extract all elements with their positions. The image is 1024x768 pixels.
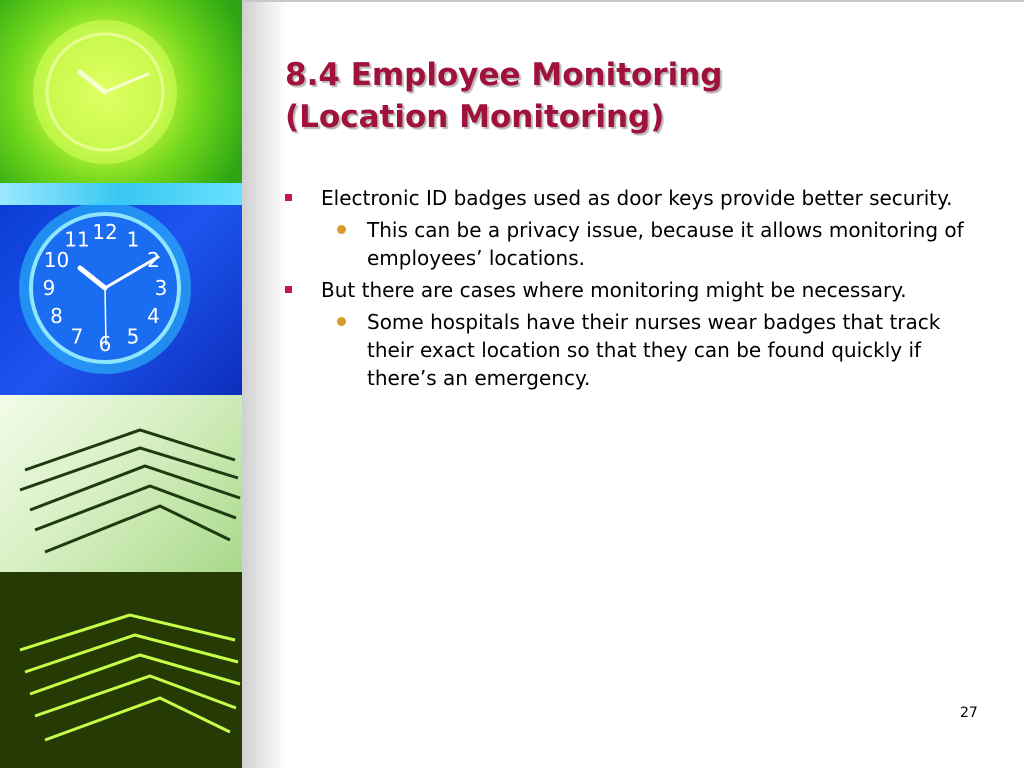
clock-numeral: 6: [98, 332, 112, 356]
slide-title-line-2: (Location Monitoring): [285, 99, 665, 135]
books-illustration-dark: [20, 615, 240, 740]
blue-clock-icon: [19, 202, 191, 374]
bullet-text: But there are cases where monitoring might be necessary.: [321, 278, 907, 302]
clock-numeral: 9: [42, 276, 56, 300]
clock-numeral: 3: [154, 276, 168, 300]
books-illustration-pale: [20, 430, 240, 552]
sub-bullet-text: Some hospitals have their nurses wear badges that track their exact location so that they can be found quickly if there’s an emergency.: [367, 310, 941, 390]
clock-numeral: 12: [92, 220, 118, 244]
sub-bullet-text: This can be a privacy issue, because it allows monitoring of employees’ locations.: [367, 218, 964, 270]
square-bullet-icon: [285, 286, 292, 293]
bullet-item: [285, 184, 975, 212]
clock-numeral: 10: [43, 248, 70, 272]
slide-title: [285, 54, 722, 138]
round-bullet-icon: [337, 225, 346, 234]
clock-numeral: 7: [70, 324, 84, 349]
clock-numeral: 1: [126, 227, 140, 252]
clock-numeral: 8: [50, 304, 63, 328]
slide-body: [285, 184, 975, 396]
sub-bullet-item: [285, 308, 975, 392]
clock-numeral: 5: [126, 324, 140, 349]
strip-shadow: [242, 0, 287, 768]
page-number: 27: [960, 705, 978, 721]
round-bullet-icon: [337, 317, 346, 326]
top-border-line: [242, 0, 1024, 2]
clock-numeral: 4: [147, 304, 160, 328]
bullet-item: [285, 276, 975, 304]
decorative-image-strip: [0, 0, 242, 768]
bullet-text: Electronic ID badges used as door keys provide better security.: [321, 186, 953, 210]
decorative-illustrations: [0, 0, 242, 768]
sub-bullet-item: [285, 216, 975, 272]
square-bullet-icon: [285, 194, 292, 201]
clock-numeral: 11: [64, 227, 90, 252]
green-clock-icon: [33, 20, 177, 164]
slide-title-line-1: 8.4 Employee Monitoring: [285, 57, 723, 93]
clock-numeral: 2: [147, 248, 160, 272]
